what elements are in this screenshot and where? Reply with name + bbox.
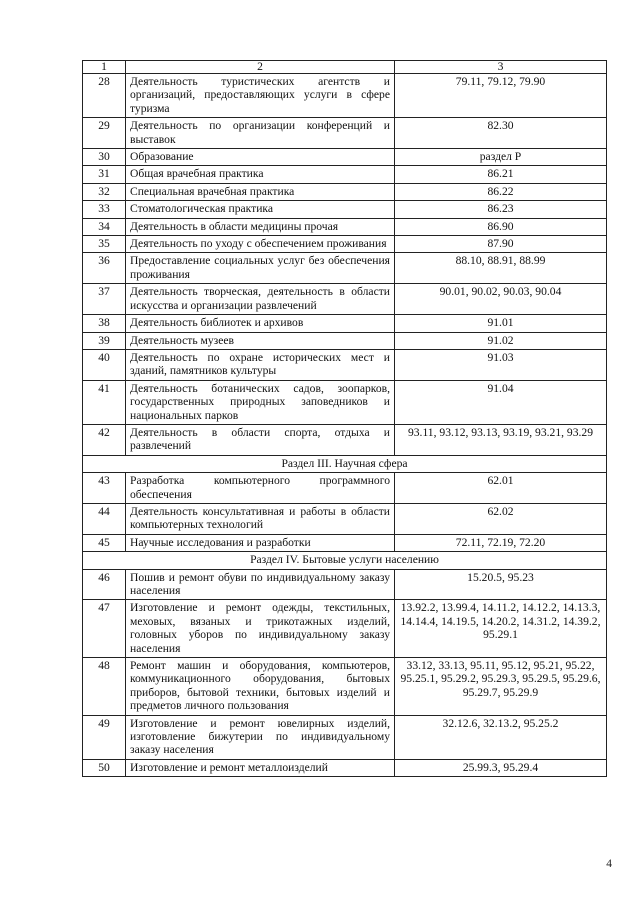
- okved-codes: 88.10, 88.91, 88.99: [395, 253, 607, 284]
- activity-name: Научные исследования и разработки: [126, 534, 395, 551]
- activity-name: Изготовление и ремонт металлоизделий: [126, 759, 395, 776]
- activity-name: Общая врачебная практика: [126, 166, 395, 183]
- table-row: [83, 759, 607, 776]
- okved-codes: 32.12.6, 32.13.2, 95.25.2: [395, 715, 607, 759]
- activity-name: Стоматологическая практика: [126, 201, 395, 218]
- okved-table: [82, 60, 607, 777]
- activity-name: Специальная врачебная практика: [126, 183, 395, 200]
- okved-codes: 86.23: [395, 201, 607, 218]
- table-row: [83, 149, 607, 166]
- okved-codes: 90.01, 90.02, 90.03, 90.04: [395, 284, 607, 315]
- row-number: 28: [83, 74, 126, 118]
- okved-codes: 13.92.2, 13.99.4, 14.11.2, 14.12.2, 14.13.3, 14.14.4, 14.19.5, 14.20.2, 14.31.2, 14.39.2, 95.29.1: [395, 600, 607, 658]
- table-row: [83, 118, 607, 149]
- okved-codes: 86.22: [395, 183, 607, 200]
- table-row: [83, 600, 607, 658]
- header-col-3: 3: [395, 61, 607, 74]
- page-number: 4: [606, 858, 612, 870]
- activity-name: Деятельность по уходу с обеспечением проживания: [126, 236, 395, 253]
- table-row: [83, 74, 607, 118]
- table-row: [83, 315, 607, 332]
- table-row: [83, 715, 607, 759]
- activity-name: Изготовление и ремонт одежды, текстильных, меховых, вязаных и трикотажных изделий, головных уборов по индивидуальному заказу населения: [126, 600, 395, 658]
- okved-codes: 82.30: [395, 118, 607, 149]
- table-body: [83, 61, 607, 777]
- row-number: 39: [83, 332, 126, 349]
- okved-codes: 79.11, 79.12, 79.90: [395, 74, 607, 118]
- row-number: 44: [83, 503, 126, 534]
- row-number: 29: [83, 118, 126, 149]
- section-title: Раздел III. Научная сфера: [83, 455, 607, 472]
- row-number: 31: [83, 166, 126, 183]
- okved-codes: 93.11, 93.12, 93.13, 93.19, 93.21, 93.29: [395, 424, 607, 455]
- okved-codes: 33.12, 33.13, 95.11, 95.12, 95.21, 95.22, 95.25.1, 95.29.2, 95.29.3, 95.29.5, 95.29.6, 95.29.7, 95.29.9: [395, 658, 607, 716]
- table-row: [83, 236, 607, 253]
- okved-codes: 25.99.3, 95.29.4: [395, 759, 607, 776]
- row-number: 41: [83, 380, 126, 424]
- table-row: [83, 218, 607, 235]
- okved-codes: раздел Р: [395, 149, 607, 166]
- row-number: 40: [83, 349, 126, 380]
- table-row: [83, 473, 607, 504]
- row-number: 34: [83, 218, 126, 235]
- row-number: 36: [83, 253, 126, 284]
- table-row: [83, 534, 607, 551]
- activity-name: Предоставление социальных услуг без обеспечения проживания: [126, 253, 395, 284]
- row-number: 30: [83, 149, 126, 166]
- table-row: [83, 503, 607, 534]
- activity-name: Деятельность в области спорта, отдыха и развлечений: [126, 424, 395, 455]
- table-row: [83, 332, 607, 349]
- activity-name: Деятельность по организации конференций и выставок: [126, 118, 395, 149]
- table-row: [83, 201, 607, 218]
- table-row: [83, 284, 607, 315]
- activity-name: Деятельность творческая, деятельность в области искусства и организации развлечений: [126, 284, 395, 315]
- table-header-row: [83, 61, 607, 74]
- activity-name: Ремонт машин и оборудования, компьютеров, коммуникационного оборудования, бытовых приборов, бытовой техники, бытовых изделий и предметов личного пользования: [126, 658, 395, 716]
- row-number: 49: [83, 715, 126, 759]
- row-number: 38: [83, 315, 126, 332]
- table-row: [83, 349, 607, 380]
- activity-name: Деятельность по охране исторических мест и зданий, памятников культуры: [126, 349, 395, 380]
- table-row: [83, 183, 607, 200]
- activity-name: Деятельность ботанических садов, зоопарков, государственных природных заповедников и национальных парков: [126, 380, 395, 424]
- row-number: 32: [83, 183, 126, 200]
- header-col-2: 2: [126, 61, 395, 74]
- row-number: 42: [83, 424, 126, 455]
- activity-name: Пошив и ремонт обуви по индивидуальному заказу населения: [126, 569, 395, 600]
- section-header-row: [83, 455, 607, 472]
- okved-codes: 15.20.5, 95.23: [395, 569, 607, 600]
- okved-codes: 91.02: [395, 332, 607, 349]
- activity-name: Разработка компьютерного программного обеспечения: [126, 473, 395, 504]
- row-number: 50: [83, 759, 126, 776]
- okved-codes: 87.90: [395, 236, 607, 253]
- okved-codes: 62.02: [395, 503, 607, 534]
- table-row: [83, 424, 607, 455]
- row-number: 45: [83, 534, 126, 551]
- okved-codes: 72.11, 72.19, 72.20: [395, 534, 607, 551]
- row-number: 33: [83, 201, 126, 218]
- activity-name: Деятельность в области медицины прочая: [126, 218, 395, 235]
- okved-codes: 91.01: [395, 315, 607, 332]
- row-number: 37: [83, 284, 126, 315]
- activity-name: Изготовление и ремонт ювелирных изделий, изготовление бижутерии по индивидуальному заказу населения: [126, 715, 395, 759]
- table-row: [83, 658, 607, 716]
- section-title: Раздел IV. Бытовые услуги населению: [83, 552, 607, 569]
- table-row: [83, 166, 607, 183]
- okved-codes: 62.01: [395, 473, 607, 504]
- row-number: 48: [83, 658, 126, 716]
- okved-codes: 91.04: [395, 380, 607, 424]
- okved-codes: 91.03: [395, 349, 607, 380]
- activity-name: Деятельность библиотек и архивов: [126, 315, 395, 332]
- row-number: 47: [83, 600, 126, 658]
- table-row: [83, 380, 607, 424]
- table-row: [83, 253, 607, 284]
- activity-name: Деятельность музеев: [126, 332, 395, 349]
- activity-name: Образование: [126, 149, 395, 166]
- okved-codes: 86.21: [395, 166, 607, 183]
- section-header-row: [83, 552, 607, 569]
- activity-name: Деятельность туристических агентств и организаций, предоставляющих услуги в сфере туризма: [126, 74, 395, 118]
- header-col-1: 1: [83, 61, 126, 74]
- row-number: 35: [83, 236, 126, 253]
- okved-codes: 86.90: [395, 218, 607, 235]
- row-number: 43: [83, 473, 126, 504]
- row-number: 46: [83, 569, 126, 600]
- table-row: [83, 569, 607, 600]
- activity-name: Деятельность консультативная и работы в области компьютерных технологий: [126, 503, 395, 534]
